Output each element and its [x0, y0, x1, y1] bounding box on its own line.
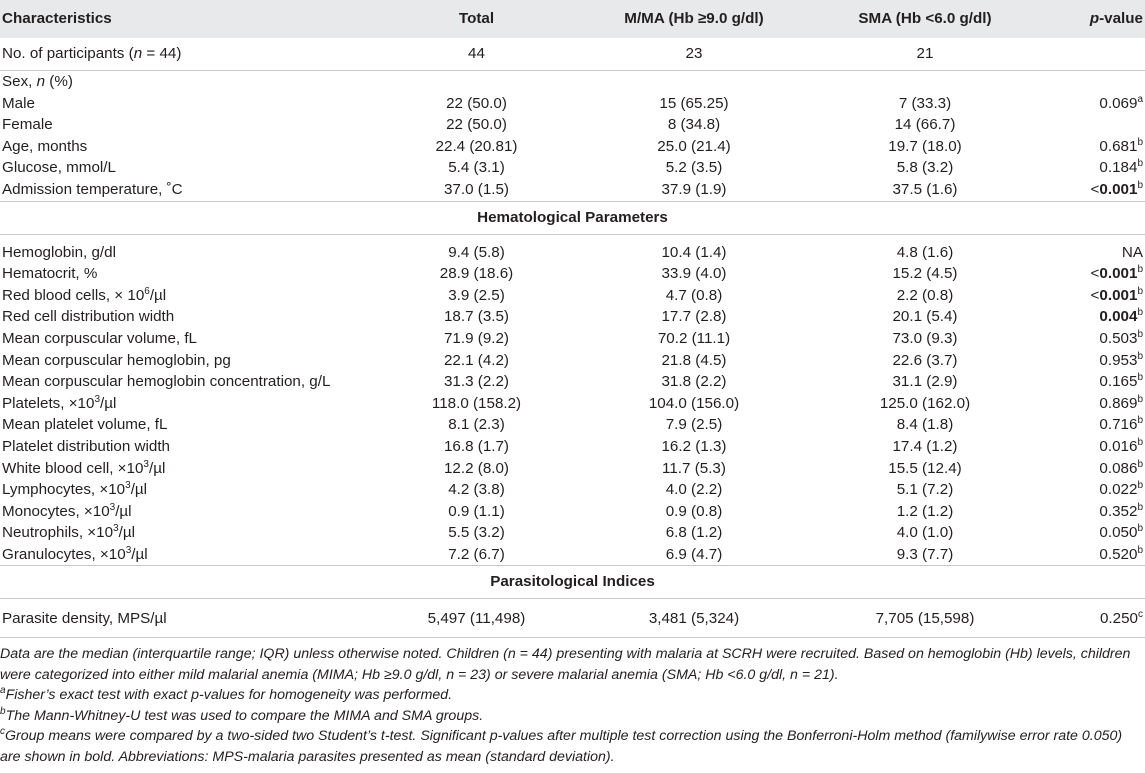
cell-total: 5.5 (3.2)	[448, 524, 505, 542]
row-label: No. of participants (n = 44)	[2, 45, 182, 63]
cell-p-value: 0.352$^b$	[1099, 501, 1143, 520]
cell-mima: 37.9 (1.9)	[661, 180, 727, 198]
cell-sma: 15.5 (12.4)	[888, 459, 962, 477]
cell-sma: 17.4 (1.2)	[892, 437, 958, 455]
cell-sma: 7,705 (15,598)	[875, 609, 975, 627]
section-heading-hematological: Hematological Parameters	[0, 201, 1145, 234]
row-label: Platelet distribution width	[2, 437, 170, 455]
table-footnotes	[0, 637, 1145, 767]
cell-total: 0.9 (1.1)	[448, 502, 505, 520]
table-row	[0, 114, 1145, 136]
row-label: Male	[2, 94, 35, 112]
cell-mima: 16.2 (1.3)	[661, 437, 727, 455]
table-row	[0, 38, 1145, 71]
cell-sma: 14 (66.7)	[894, 116, 956, 134]
row-label: Granulocytes, $\times 10^3/\mu l$	[2, 544, 148, 563]
cell-p-value: 0.953$^b$	[1099, 350, 1143, 369]
cell-p-value: 0.022$^b$	[1099, 480, 1143, 499]
header-characteristics: Characteristics	[0, 0, 380, 38]
cell-p-value: 0.004$^b$	[1099, 307, 1143, 326]
table-row	[0, 71, 1145, 93]
row-label: Red blood cells, × $10^6/\mu l$	[2, 285, 167, 304]
row-label: Parasite density, MPS/µl	[2, 609, 167, 627]
row-label: Female	[2, 116, 53, 134]
cell-p-value: 0.250$^c$	[1099, 608, 1143, 627]
cell-sma: 19.7 (18.0)	[888, 137, 962, 155]
table-row	[0, 414, 1145, 436]
cell-p-value: 0.165$^b$	[1099, 372, 1143, 391]
cell-total: 118.0 (158.2)	[431, 394, 522, 412]
row-label: Mean corpuscular volume, fL	[2, 329, 197, 347]
cell-mima: 15 (65.25)	[659, 94, 729, 112]
cell-mima: 8 (34.8)	[667, 116, 721, 134]
cell-sma: 5.1 (7.2)	[896, 481, 954, 499]
table-row	[0, 393, 1145, 415]
cell-p-value	[1035, 38, 1145, 71]
cell-p-value: 0.086$^b$	[1099, 458, 1143, 477]
cell-total: 31.3 (2.2)	[443, 373, 509, 391]
header-p-value: p-value	[1035, 0, 1145, 38]
header-total: Total	[380, 0, 573, 38]
cell-sma: 1.2 (1.2)	[896, 502, 954, 520]
cell-mima: 33.9 (4.0)	[661, 265, 727, 283]
cell-mima: 4.0 (2.2)	[665, 481, 723, 499]
table-row	[0, 350, 1145, 372]
table-row	[0, 328, 1145, 350]
table-row	[0, 263, 1145, 285]
footnote-c: $^c$Group means were compared by a two-sided two Student’s t-test. Significant p-values after multiple test correction using the Bonferroni-Holm method (familywise error rate 0.050) are shown in bold. Abbreviations: MPS-malaria parasites presented as mean (standard deviation).	[0, 726, 1123, 765]
cell-total: 22.4 (20.81)	[435, 137, 518, 155]
cell-mima: 21.8 (4.5)	[661, 351, 727, 369]
cell-mima: 70.2 (11.1)	[657, 329, 731, 347]
row-label: Neutrophils, $\times 10^3/\mu l$	[2, 523, 135, 542]
table-row	[0, 522, 1145, 544]
cell-total: 5.4 (3.1)	[448, 159, 505, 177]
cell-p-value	[1035, 114, 1145, 136]
row-label: Hemoglobin, g/dl	[2, 243, 116, 261]
cell-p-value: 0.520$^b$	[1099, 544, 1143, 563]
cell-p-value: 0.681$^b$	[1099, 136, 1143, 155]
cell-p-value: NA	[1121, 243, 1143, 261]
row-label: Mean corpuscular hemoglobin, pg	[2, 351, 231, 369]
cell-total: 16.8 (1.7)	[443, 437, 509, 455]
cell-total: 22 (50.0)	[446, 116, 507, 134]
cell-sma: 20.1 (5.4)	[892, 308, 958, 326]
cell-p-value: 0.869$^b$	[1099, 393, 1143, 412]
table-row	[0, 371, 1145, 393]
cell-total: 7.2 (6.7)	[448, 545, 505, 563]
cell-sma: 15.2 (4.5)	[892, 265, 958, 283]
cell-mima: 6.9 (4.7)	[665, 545, 723, 563]
cell-sma: 73.0 (9.3)	[892, 329, 958, 347]
cell-p-value: 0.069$^a$	[1099, 93, 1143, 112]
footnote-main: Data are the median (interquartile range; IQR) unless otherwise noted. Children (n = 44) presenting with malaria at SCRH were recruited. Based on hemoglobin (Hb) levels, children were categorized into either mild malarial anemia (MIMA; Hb ≥9.0 g/dl, n = 23) or severe malarial anemia (SMA; Hb <6.0 g/dl, n = 21).	[0, 646, 1131, 683]
row-label: Age, months	[2, 137, 88, 155]
cell-total: 37.0 (1.5)	[443, 180, 509, 198]
cell-mima: 4.7 (0.8)	[665, 286, 723, 304]
row-label: White blood cell, $\times 10^3/\mu l$	[2, 458, 166, 477]
cell-mima: 25.0 (21.4)	[657, 137, 731, 155]
cell-mima: 0.9 (0.8)	[665, 502, 723, 520]
cell-sma: 9.3 (7.7)	[896, 545, 954, 563]
table-row	[0, 242, 1145, 264]
cell-total: 8.1 (2.3)	[448, 416, 505, 434]
cell-p-value: 0.016$^b$	[1099, 436, 1143, 455]
table-row	[0, 501, 1145, 523]
cell-mima: 6.8 (1.2)	[665, 524, 723, 542]
table-row	[0, 479, 1145, 501]
footnote-b: $^b$The Mann-Whitney-U test was used to compare the MIMA and SMA groups.	[0, 705, 484, 724]
table-row	[0, 306, 1145, 328]
cell-mima: 23	[685, 45, 703, 63]
table-row	[0, 136, 1145, 158]
cell-total: 5,497 (11,498)	[427, 609, 526, 627]
table-row	[0, 93, 1145, 115]
cell-p-value: <0.001$^b$	[1090, 285, 1143, 304]
cell-sma: 31.1 (2.9)	[892, 373, 958, 391]
cell-mima: 10.4 (1.4)	[661, 243, 727, 261]
cell-total: 18.7 (3.5)	[443, 308, 509, 326]
section-heading-parasitological: Parasitological Indices	[0, 566, 1145, 599]
cell-mima: 7.9 (2.5)	[665, 416, 723, 434]
cell-p-value: <0.001$^b$	[1090, 264, 1143, 283]
row-label: Red cell distribution width	[2, 308, 175, 326]
row-label: Admission temperature, ˚C	[2, 180, 183, 198]
cell-sma: 37.5 (1.6)	[892, 180, 958, 198]
row-label: Glucose, mmol/L	[2, 159, 116, 177]
cell-p-value: <0.001$^b$	[1090, 179, 1143, 198]
footnote-a: $^a$Fisher’s exact test with exact p-values for homogeneity was performed.	[0, 685, 453, 704]
cell-total: 12.2 (8.0)	[443, 459, 509, 477]
table-row	[0, 157, 1145, 179]
table-row	[0, 179, 1145, 201]
cell-sma: 125.0 (162.0)	[879, 394, 971, 412]
table-header-row	[0, 0, 1145, 38]
cell-mima: 104.0 (156.0)	[648, 394, 740, 412]
cell-total: 3.9 (2.5)	[448, 286, 505, 304]
cell-p-value: 0.716$^b$	[1099, 415, 1143, 434]
cell-total: 44	[468, 45, 485, 63]
cell-mima: 3,481 (5,324)	[648, 609, 740, 627]
cell-total: 9.4 (5.8)	[448, 243, 505, 261]
row-label: Mean corpuscular hemoglobin concentration, g/L	[2, 373, 331, 391]
cell-total: 22.1 (4.2)	[443, 351, 509, 369]
cell-sma: 4.0 (1.0)	[896, 524, 954, 542]
header-sma: SMA (Hb <6.0 g/dl)	[815, 0, 1035, 38]
cell-sma: 5.8 (3.2)	[896, 159, 954, 177]
header-mima: M/MA (Hb ≥9.0 g/dl)	[573, 0, 815, 38]
cell-total: 22 (50.0)	[446, 94, 507, 112]
cell-sma: 8.4 (1.8)	[896, 416, 954, 434]
row-label: Sex, n (%)	[0, 71, 380, 93]
row-label: Platelets, $\times 10^3/\mu l$	[2, 393, 117, 412]
table-row	[0, 544, 1145, 566]
cell-total: 28.9 (18.6)	[439, 265, 514, 283]
cell-p-value: 0.503$^b$	[1099, 328, 1143, 347]
table-row	[0, 599, 1145, 638]
table-row	[0, 458, 1145, 480]
cell-p-value: 0.050$^b$	[1099, 523, 1143, 542]
cell-total: 71.9 (9.2)	[443, 329, 509, 347]
cell-mima: 5.2 (3.5)	[665, 159, 723, 177]
cell-sma: 22.6 (3.7)	[892, 351, 958, 369]
cell-mima: 17.7 (2.8)	[661, 308, 727, 326]
cell-sma: 7 (33.3)	[898, 94, 952, 112]
cell-sma: 4.8 (1.6)	[896, 243, 954, 261]
table-row	[0, 285, 1145, 307]
row-label: Monocytes, $\times 10^3/\mu l$	[2, 501, 132, 520]
row-label: Mean platelet volume, fL	[2, 416, 168, 434]
cell-p-value: 0.184$^b$	[1099, 158, 1143, 177]
row-label: Lymphocytes, $\times 10^3/\mu l$	[2, 480, 148, 499]
cell-mima: 31.8 (2.2)	[661, 373, 727, 391]
cell-total: 4.2 (3.8)	[448, 481, 505, 499]
table-row	[0, 436, 1145, 458]
row-label: Hematocrit, %	[2, 265, 98, 283]
cell-sma: 2.2 (0.8)	[896, 286, 954, 304]
cell-sma: 21	[916, 45, 934, 63]
cell-mima: 11.7 (5.3)	[662, 459, 726, 477]
